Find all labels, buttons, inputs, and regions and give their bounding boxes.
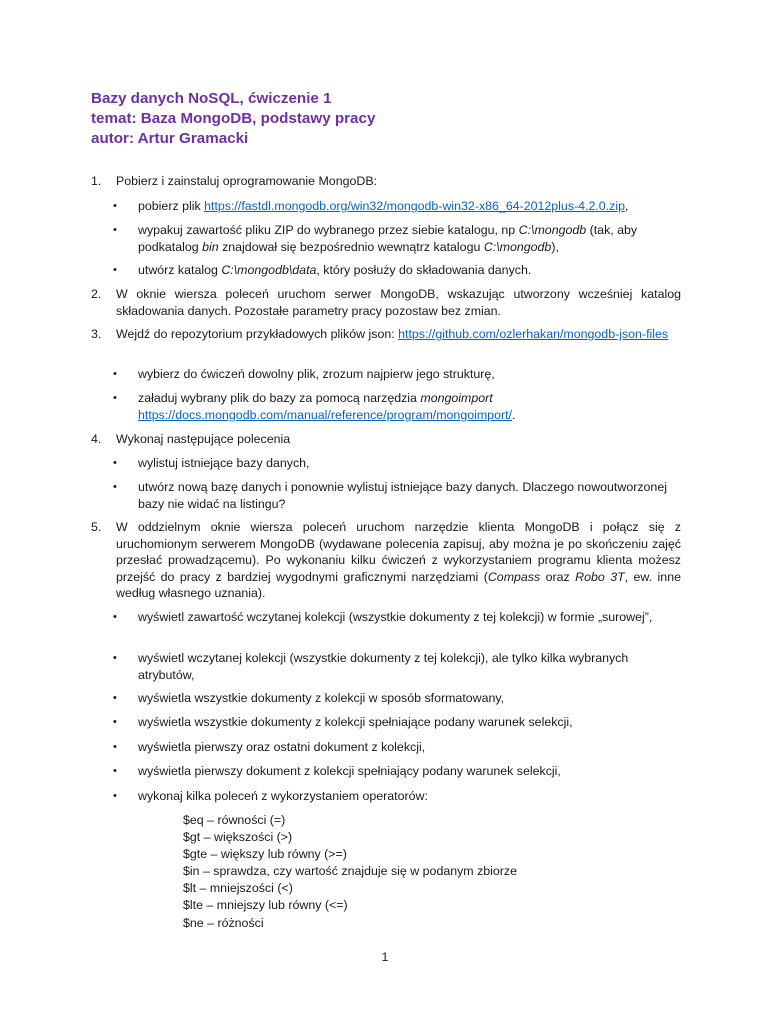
bullet-icon: • xyxy=(113,264,117,276)
download-link[interactable]: https://fastdl.mongodb.org/win32/mongodb-win32-x86_64-2012plus-4.2.0.zip xyxy=(204,199,625,213)
sub-item: • wyświetl zawartość wczytanej kolekcji (wszystkie dokumenty z tej kolekcji) w formie „surowej”, xyxy=(113,610,653,624)
bullet-icon: • xyxy=(113,368,117,380)
json-repo-link[interactable]: https://github.com/ozlerhakan/mongodb-json-files xyxy=(398,327,669,341)
list-item-4 xyxy=(91,431,681,448)
bullet-icon: • xyxy=(113,481,117,493)
operator-ne: $ne – różności xyxy=(183,915,264,930)
sub-item: • wyświetl wczytanej kolekcji (wszystkie dokumenty z tej kolekcji), ale tylko kilka wybranych atrybutów, xyxy=(113,651,629,682)
sub-item: • utwórz nową bazę danych i ponownie wylistuj istniejące bazy danych. Dlaczego nowoutworzonej bazy nie widać na listingu? xyxy=(113,480,667,511)
item-number: 5. xyxy=(91,520,102,534)
sub-item: • wyświetla pierwszy oraz ostatni dokument z kolekcji, xyxy=(113,740,426,754)
operator-gte: $gte – większy lub równy (>=) xyxy=(183,847,347,862)
sub-item: • utwórz katalog C:\mongodb\data, który posłuży do składowania danych. xyxy=(113,263,532,277)
bullet-icon: • xyxy=(113,741,117,753)
bullet-icon: • xyxy=(113,200,117,212)
list-item-1 xyxy=(91,173,681,190)
operator-lte: $lte – mniejszy lub równy (<=) xyxy=(183,898,348,913)
sub-item: • wypakuj zawartość pliku ZIP do wybranego przez siebie katalogu, np C:\mongodb (tak, aby podkatalog bin znajdował się bezpośrednio wewnątrz katalogu C:\mongodb), xyxy=(113,223,638,254)
item-number: 2. xyxy=(91,287,102,301)
sub-item: • wyświetla wszystkie dokumenty z kolekcji w sposób sformatowany, xyxy=(113,691,505,705)
bullet-icon: • xyxy=(113,392,117,404)
operator-gt: $gt – większości (>) xyxy=(183,830,293,845)
item-text: Pobierz i zainstaluj oprogramowanie MongoDB: xyxy=(116,174,378,188)
operator-lt: $lt – mniejszości (<) xyxy=(183,881,293,896)
bullet-icon: • xyxy=(113,611,117,623)
bullet-icon: • xyxy=(113,652,117,664)
title-line-course: Bazy danych NoSQL, ćwiczenie 1 xyxy=(91,90,332,107)
item-number: 4. xyxy=(91,432,102,446)
bullet-icon: • xyxy=(113,765,117,777)
bullet-icon: • xyxy=(113,716,117,728)
operators-list xyxy=(183,812,663,932)
title-line-topic: temat: Baza MongoDB, podstawy pracy xyxy=(91,110,376,127)
list-item-2 xyxy=(91,286,681,319)
sub-item: • pobierz plik https://fastdl.mongodb.org/win32/mongodb-win32-x86_64-2012plus-4.2.0.zip, xyxy=(113,199,629,213)
sub-item: • załaduj wybrany plik do bazy za pomocą narzędzia mongoimport https://docs.mongodb.com/manual/reference/program/mongoimport/. xyxy=(113,391,516,422)
sub-item: • wylistuj istniejące bazy danych, xyxy=(113,456,310,470)
document-title xyxy=(91,89,691,149)
item-text: W oknie wiersza poleceń uruchom serwer MongoDB, wskazując utworzony wcześniej katalog składowania danych. Pozostałe parametry pracy pozostaw bez zmian. xyxy=(116,287,681,318)
list-item-3: 3. Wejdź do repozytorium przykładowych plików json: https://github.com/ozlerhakan/mongodb-json-files xyxy=(91,327,669,341)
bullet-icon: • xyxy=(113,457,117,469)
operator-in: $in – sprawdza, czy wartość znajduje się w podanym zbiorze xyxy=(183,864,518,879)
bullet-icon: • xyxy=(113,790,117,802)
operator-eq: $eq – równości (=) xyxy=(183,813,286,827)
item-number: 1. xyxy=(91,174,102,188)
sub-item: • wyświetla wszystkie dokumenty z kolekcji spełniające podany warunek selekcji, xyxy=(113,715,573,729)
page-number: 1 xyxy=(381,950,389,964)
sub-item: • wykonaj kilka poleceń z wykorzystaniem operatorów: xyxy=(113,789,428,803)
list-item-5: 5. W oddzielnym oknie wiersza poleceń uruchom narzędzie klienta MongoDB i połącz się z uruchomionym serwerem MongoDB (wydawane polecenia zapisuj, aby można je po skończeniu zajęć przesłać prowadzącemu). Po wykonaniu kilku ćwiczeń z wykorzystaniem programu klienta możesz przejść do pracy z bardziej wygodnymi graficznymi narzędziami (Compass oraz Robo 3T, ew. inne według własnego uznania). xyxy=(91,520,681,601)
title-line-author: autor: Artur Gramacki xyxy=(91,130,249,147)
sub-item: • wyświetla pierwszy dokument z kolekcji spełniający podany warunek selekcji, xyxy=(113,764,561,778)
bullet-icon: • xyxy=(113,224,117,236)
bullet-icon: • xyxy=(113,692,117,704)
mongoimport-docs-link[interactable]: https://docs.mongodb.com/manual/reference/program/mongoimport/ xyxy=(138,407,512,422)
item-number: 3. xyxy=(91,327,102,341)
sub-item: • wybierz do ćwiczeń dowolny plik, zrozum najpierw jego strukturę, xyxy=(113,367,495,381)
item-text: Wykonaj następujące polecenia xyxy=(116,432,291,446)
